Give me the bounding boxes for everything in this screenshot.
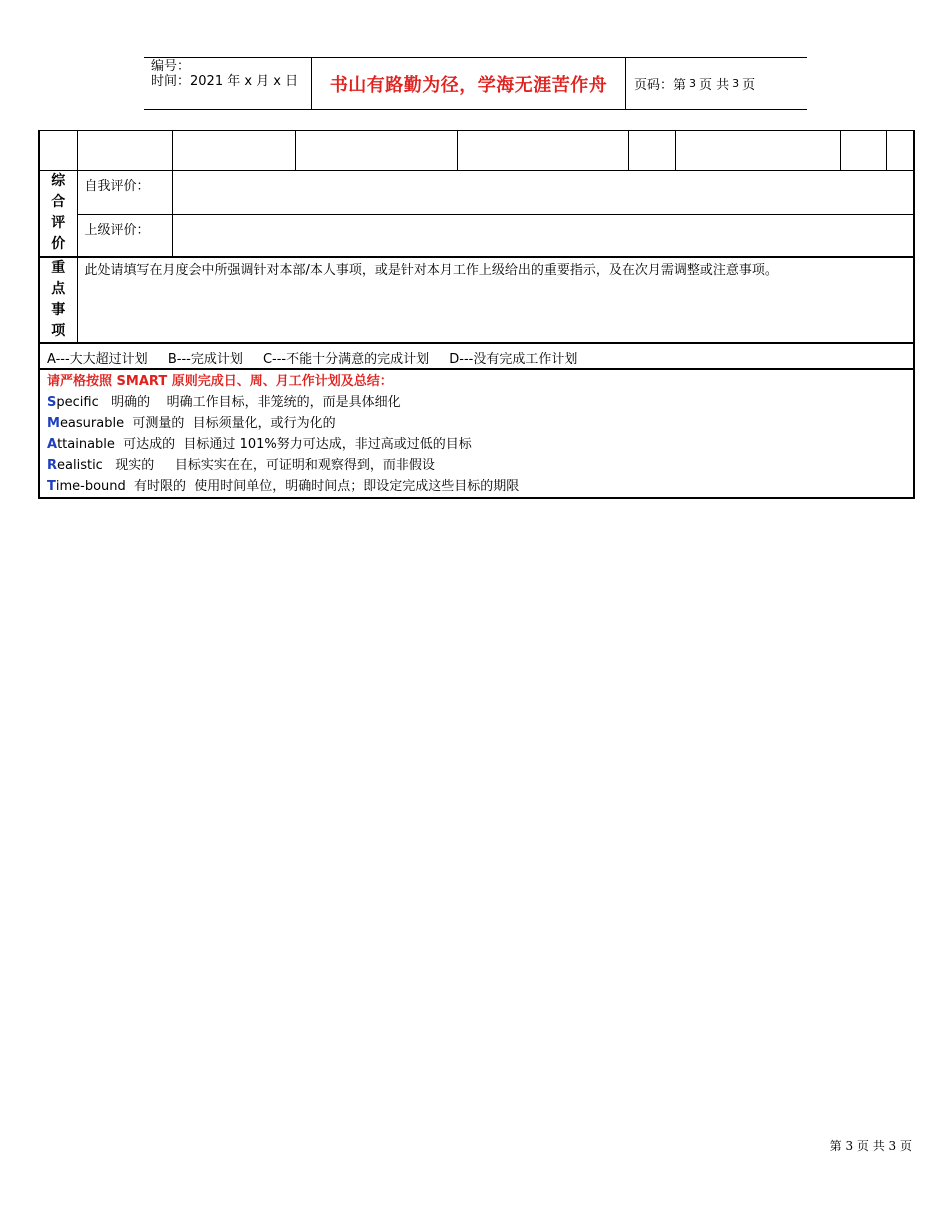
empty-cell[interactable] bbox=[675, 131, 840, 171]
page-total: 3 bbox=[732, 77, 740, 90]
grade-b: B---完成计划 bbox=[167, 351, 243, 367]
key-items-row bbox=[39, 257, 914, 343]
header-meta bbox=[144, 58, 312, 109]
grade-c: C---不能十分满意的完成计划 bbox=[262, 351, 430, 367]
empty-cell[interactable] bbox=[840, 131, 886, 171]
empty-cell[interactable] bbox=[628, 131, 675, 171]
grade-legend bbox=[39, 343, 914, 369]
number-label: 编号： bbox=[151, 59, 191, 74]
grade-a: A---大大超过计划 bbox=[47, 351, 148, 367]
page-indicator: 页码：第 3 页 共 3 页 bbox=[634, 77, 756, 93]
self-eval-field[interactable] bbox=[172, 171, 914, 215]
page-header bbox=[144, 57, 807, 110]
smart-item-measurable: Measurable 可测量的 目标须量化，或行为化的 bbox=[47, 415, 336, 431]
empty-cell[interactable] bbox=[172, 131, 295, 171]
smart-item-specific: Specific 明确的 明确工作目标，非笼统的，而是具体细化 bbox=[47, 394, 401, 410]
empty-cell[interactable] bbox=[457, 131, 628, 171]
superior-eval-field[interactable] bbox=[172, 215, 914, 257]
motto-title: 书山有路勤为径，学海无涯苦作舟 bbox=[312, 58, 626, 109]
empty-cell[interactable] bbox=[886, 131, 914, 171]
footer-page-number: 第 3 页 共 3 页 bbox=[829, 1139, 912, 1153]
smart-item-timebound: Time-bound 有时限的 使用时间单位，明确时间点；即设定完成这些目标的期限 bbox=[47, 478, 520, 494]
evaluation-section-label: 综 合 评 价 bbox=[39, 171, 77, 257]
empty-cell[interactable] bbox=[295, 131, 457, 171]
superior-eval-row bbox=[39, 215, 914, 257]
smart-row bbox=[39, 369, 914, 498]
key-items-text[interactable]: 此处请填写在月度会中所强调针对本部/本人事项，或是针对本月工作上级给出的重要指示，及在次月需调整或注意事项。 bbox=[77, 257, 914, 343]
smart-item-realistic: Realistic 现实的 目标实实在在，可证明和观察得到，而非假设 bbox=[47, 457, 435, 473]
empty-row bbox=[39, 131, 914, 171]
empty-cell[interactable] bbox=[77, 131, 172, 171]
grade-d: D---没有完成工作计划 bbox=[449, 351, 578, 367]
superior-eval-label: 上级评价： bbox=[77, 215, 172, 257]
smart-title: 请严格按照 SMART 原则完成日、周、月工作计划及总结： bbox=[47, 373, 393, 389]
self-eval-label: 自我评价： bbox=[77, 171, 172, 215]
empty-cell[interactable] bbox=[39, 131, 77, 171]
date-text: 时间：2021 年 x 月 x 日 bbox=[151, 74, 299, 89]
grades-row bbox=[39, 343, 914, 369]
key-items-section-label: 重 点 事 项 bbox=[39, 257, 77, 343]
smart-item-attainable: Attainable 可达成的 目标通过 101%努力可达成，非过高或过低的目标 bbox=[47, 436, 472, 452]
plan-table bbox=[38, 130, 915, 499]
page-current: 3 bbox=[689, 77, 697, 90]
self-eval-row bbox=[39, 171, 914, 215]
smart-guide bbox=[39, 369, 914, 498]
